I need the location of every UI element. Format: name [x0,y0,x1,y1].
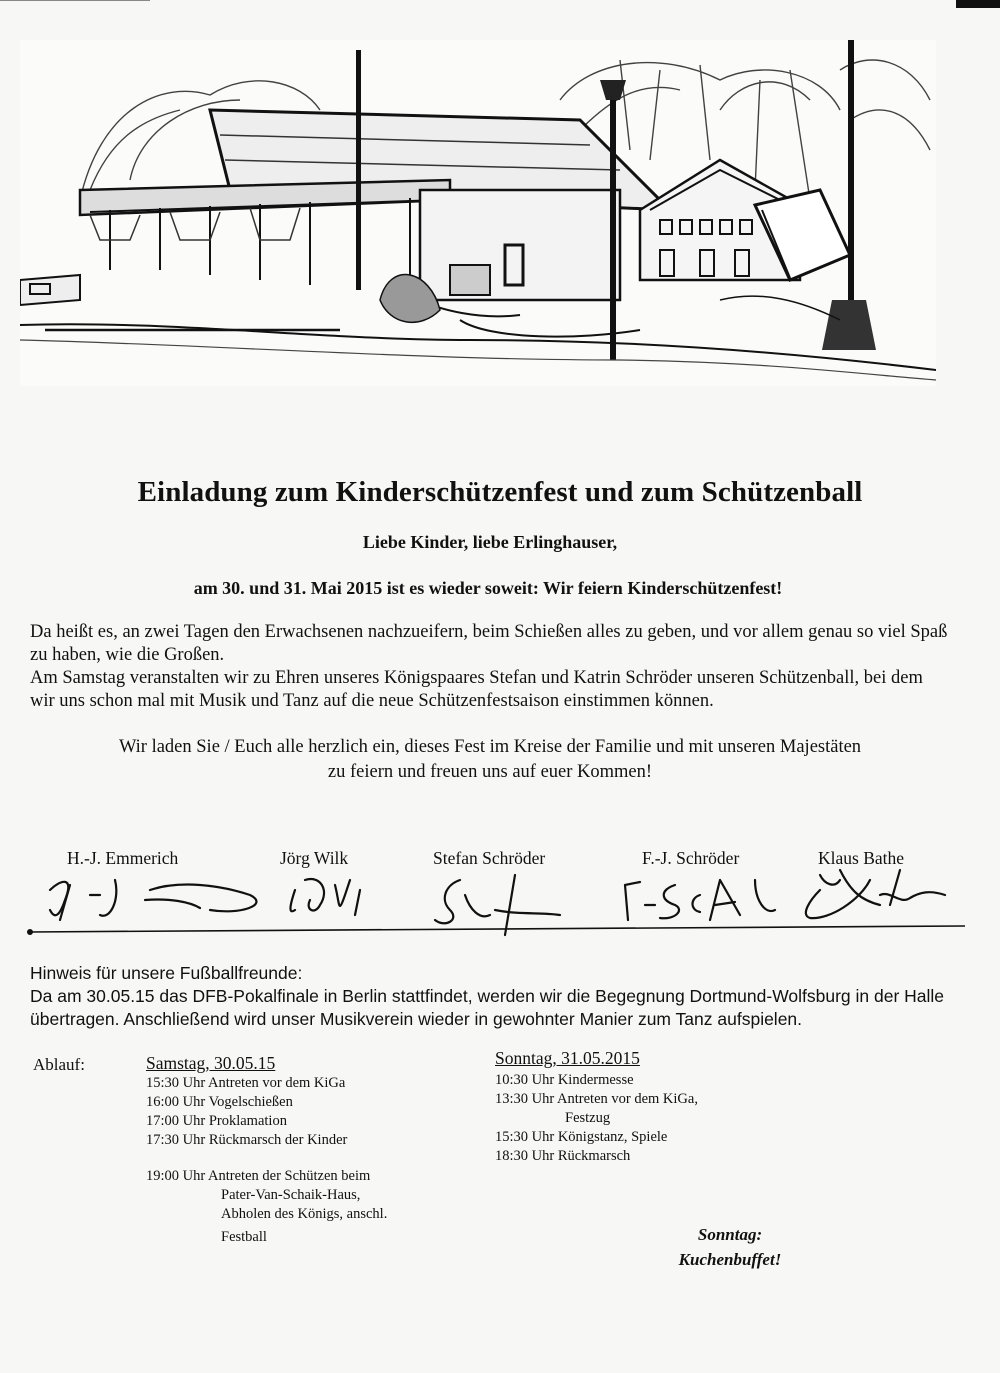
scan-corner-mark [956,0,1000,8]
invitation-line-2: zu feiern und freuen uns auf euer Kommen! [327,762,653,782]
list-item: Festzug [565,1110,611,1126]
invitation-text [0,735,980,785]
list-item: 15:30 Uhr Königstanz, Spiele [495,1129,668,1145]
list-item: Pater-Van-Schaik-Haus, [221,1187,361,1203]
football-notice-text: Da am 30.05.15 das DFB-Pokalfinale in Berlin stattfindet, werden wir die Begegnung Dortmund-Wolfsburg in der Halle übertragen. Anschließend wird unser Musikverein wieder in gewohnter Manier zum Tanz aufspielen. [30,986,945,1029]
list-item: 10:30 Uhr Kindermesse [495,1072,634,1088]
signature-bathe [806,870,945,918]
paragraph-intro: Da heißt es, an zwei Tagen den Erwachsenen nachzueifern, beim Schießen alles zu geben, und vor allem genau so viel Spaß zu haben, wie die Großen. [30,622,948,665]
signature-wilk [290,879,360,915]
signature-stefan-schroeder [435,875,560,935]
list-item: 13:30 Uhr Antreten vor dem KiGa, [495,1091,698,1107]
football-notice-heading: Hinweis für unsere Fußballfreunde: [30,963,303,983]
date-announcement: am 30. und 31. Mai 2015 ist es wieder soweit: Wir feiern Kinderschützenfest! [193,578,783,598]
list-item: 15:30 Uhr Antreten vor dem KiGa [146,1075,346,1091]
cake-buffet-note [650,1222,810,1272]
saturday-schedule [146,1074,347,1150]
cake-buffet-day: Sonntag: [697,1225,763,1244]
signature-emmerich [50,880,256,920]
sunday-heading: Sonntag, 31.05.2015 [495,1048,640,1068]
list-item: 17:00 Uhr Proklamation [146,1113,287,1129]
signer-name-stefan-schroeder: Stefan Schröder [433,848,546,868]
cake-buffet-text: Kuchenbuffet! [678,1250,782,1269]
invitation-title: Einladung zum Kinderschützenfest und zum Schützenball [137,476,863,508]
list-item: 19:00 Uhr Antreten der Schützen beim [146,1168,371,1184]
sunday-schedule [495,1071,698,1166]
list-item: 16:00 Uhr Vogelschießen [146,1094,293,1110]
list-item: Festball [221,1229,267,1245]
signer-name-wilk: Jörg Wilk [280,848,349,868]
list-item: Abholen des Königs, anschl. [221,1206,388,1222]
greeting: Liebe Kinder, liebe Erlinghauser, [362,532,618,552]
signer-name-emmerich: H.-J. Emmerich [67,848,179,868]
scan-edge-line [0,0,150,1]
paragraph-schuetzenball: Am Samstag veranstalten wir zu Ehren unseres Königspaares Stefan und Katrin Schröder unseren Schützenball, bei dem wir uns schon mal mit Musik und Tanz auf die neue Schützenfestsaison einstimmen können. [30,668,923,711]
saturday-heading: Samstag, 30.05.15 [146,1053,276,1073]
signer-name-fj-schroeder: F.-J. Schröder [642,848,740,868]
football-notice [30,962,960,1031]
schuetzenhalle-illustration [20,40,936,386]
handwritten-signatures [20,860,970,940]
saturday-evening-schedule [146,1167,387,1247]
signature-fj-schroeder [625,880,775,920]
schedule-label: Ablauf: [33,1055,85,1074]
invitation-line-1: Wir laden Sie / Euch alle herzlich ein, dieses Fest im Kreise der Familie und mit unseren Majestäten [118,737,862,757]
list-item: 18:30 Uhr Rückmarsch [495,1148,631,1164]
signer-name-bathe: Klaus Bathe [818,848,905,868]
list-item: 17:30 Uhr Rückmarsch der Kinder [146,1132,348,1148]
